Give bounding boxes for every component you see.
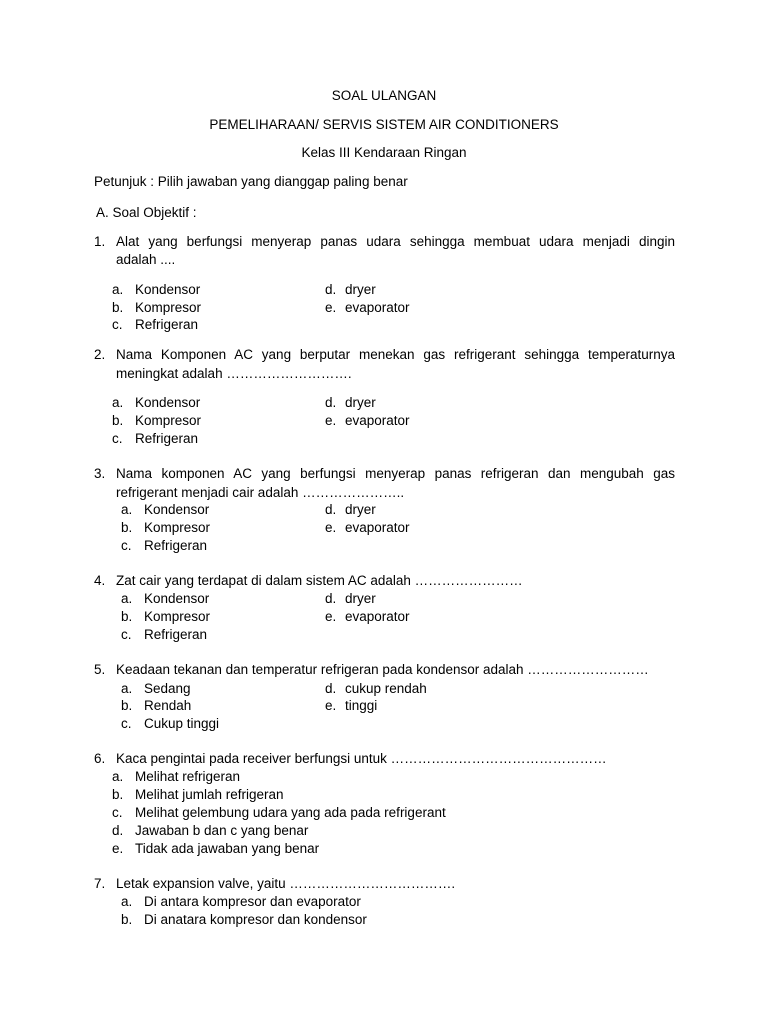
q2-option-letter: e. [325, 413, 337, 428]
q4-option-letter: d. [325, 591, 337, 606]
q3-option-text: evaporator [345, 520, 410, 535]
q1-option-letter: b. [112, 300, 124, 315]
q5-text-line1: Keadaan tekanan dan temperatur refrigeran pada kondensor adalah ……………………… [116, 662, 649, 677]
q3-option-letter: d. [325, 502, 337, 517]
q3-option-letter: c. [121, 538, 132, 553]
q2-option-letter: c. [112, 431, 123, 446]
q5-number: 5. [94, 662, 106, 677]
q7-number: 7. [94, 876, 106, 891]
q4-option-letter: b. [121, 609, 133, 624]
q2-option-text: Kompresor [135, 413, 202, 428]
q5-option-text: cukup rendah [345, 681, 427, 696]
q4-option-text: Kompresor [144, 609, 211, 624]
q6-option-letter: c. [112, 805, 123, 820]
q1-option-letter: d. [325, 282, 337, 297]
q7-option-text: Di anatara kompresor dan kondensor [144, 912, 367, 927]
q1-option-text: evaporator [345, 300, 410, 315]
q4-option-text: evaporator [345, 609, 410, 624]
q1-option-text: Kompresor [135, 300, 202, 315]
q1-option-text: Refrigeran [135, 317, 199, 332]
q6-option-text: Melihat jumlah refrigeran [135, 787, 284, 802]
q4-option-text: dryer [345, 591, 376, 606]
q5-option-letter: c. [121, 716, 132, 731]
q2-option-text: evaporator [345, 413, 410, 428]
q2-text-line1: Nama Komponen AC yang berputar menekan gas refrigerant sehingga temperaturnya [116, 347, 675, 362]
q4-option-letter: c. [121, 627, 132, 642]
q3-option-letter: e. [325, 520, 337, 535]
doc-subject: PEMELIHARAAN/ SERVIS SISTEM AIR CONDITIONERS [209, 117, 559, 132]
q6-number: 6. [94, 751, 106, 766]
q5-option-text: tinggi [345, 698, 378, 713]
q4-option-letter: e. [325, 609, 337, 624]
q6-option-text: Melihat gelembung udara yang ada pada refrigerant [135, 805, 446, 820]
q2-option-text: dryer [345, 395, 376, 410]
q4-option-text: Kondensor [144, 591, 210, 606]
q1-option-text: dryer [345, 282, 376, 297]
q1-option-letter: e. [325, 300, 337, 315]
q4-text-line1: Zat cair yang terdapat di dalam sistem AC adalah …………………… [116, 573, 523, 588]
q3-option-letter: b. [121, 520, 133, 535]
q4-option-text: Refrigeran [144, 627, 208, 642]
q6-text-line1: Kaca pengintai pada receiver berfungsi untuk ………………………………………… [116, 751, 607, 766]
q5-option-text: Sedang [144, 681, 191, 696]
q3-number: 3. [94, 466, 106, 481]
q1-text-line1: Alat yang berfungsi menyerap panas udara sehingga membuat udara menjadi dingin [116, 234, 675, 249]
q6-option-text: Jawaban b dan c yang benar [135, 823, 309, 838]
q6-option-letter: a. [112, 769, 124, 784]
q5-option-letter: e. [325, 698, 337, 713]
q3-text-line2: refrigerant menjadi cair adalah ………………….. [116, 485, 405, 500]
q5-option-text: Cukup tinggi [144, 716, 220, 731]
q2-option-text: Kondensor [135, 395, 201, 410]
doc-class: Kelas III Kendaraan Ringan [301, 145, 467, 160]
q7-text-line1: Letak expansion valve, yaitu ………………………………. [116, 876, 456, 891]
q5-option-letter: b. [121, 698, 133, 713]
q7-option-text: Di antara kompresor dan evaporator [144, 894, 361, 909]
q1-option-text: Kondensor [135, 282, 201, 297]
instruction-text: Petunjuk : Pilih jawaban yang dianggap paling benar [94, 174, 408, 189]
q2-option-text: Refrigeran [135, 431, 199, 446]
q3-option-text: Refrigeran [144, 538, 208, 553]
q2-number: 2. [94, 347, 106, 362]
q6-option-letter: e. [112, 841, 124, 856]
q6-option-letter: d. [112, 823, 124, 838]
q3-option-text: Kompresor [144, 520, 211, 535]
q2-text-line2: meningkat adalah ………………………. [116, 366, 352, 381]
doc-title: SOAL ULANGAN [331, 88, 437, 103]
q3-option-text: Kondensor [144, 502, 210, 517]
q1-number: 1. [94, 234, 106, 249]
q2-option-letter: d. [325, 395, 337, 410]
q7-option-letter: b. [121, 912, 133, 927]
q1-option-letter: a. [112, 282, 124, 297]
q5-option-text: Rendah [144, 698, 192, 713]
q4-number: 4. [94, 573, 106, 588]
q6-option-text: Melihat refrigeran [135, 769, 241, 784]
q7-option-letter: a. [121, 894, 133, 909]
q5-option-letter: a. [121, 681, 133, 696]
q3-option-letter: a. [121, 502, 133, 517]
q3-option-text: dryer [345, 502, 376, 517]
section-heading: A. Soal Objektif : [96, 205, 197, 220]
q5-option-letter: d. [325, 681, 337, 696]
q4-option-letter: a. [121, 591, 133, 606]
q3-text-line1: Nama komponen AC yang berfungsi menyerap panas refrigeran dan mengubah gas [116, 466, 675, 481]
q1-text-line2: adalah .... [116, 252, 176, 267]
q1-option-letter: c. [112, 317, 123, 332]
q2-option-letter: b. [112, 413, 124, 428]
q6-option-letter: b. [112, 787, 124, 802]
q6-option-text: Tidak ada jawaban yang benar [135, 841, 320, 856]
q2-option-letter: a. [112, 395, 124, 410]
